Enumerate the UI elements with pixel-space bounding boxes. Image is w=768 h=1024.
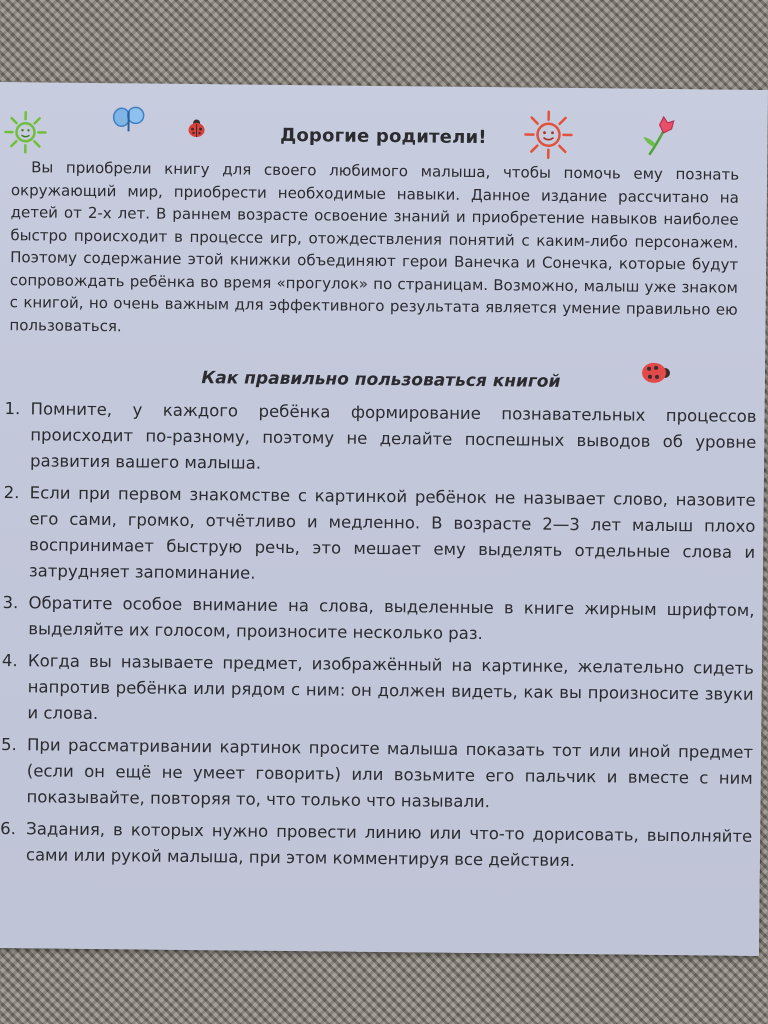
list-item <box>0 732 753 818</box>
list-item <box>4 396 757 482</box>
list-item-number: 1. <box>4 399 21 419</box>
book-page <box>0 82 768 956</box>
list-item-number: 4. <box>1 651 18 671</box>
list-item <box>3 480 756 592</box>
list-item-number: 3. <box>2 593 19 613</box>
list-item-number: 6. <box>0 819 17 839</box>
list-item-text: Задания, в которых нужно провести линию или что-то дорисовать, выполняйте сами или рукой малыша, при этом комментируя все действия. <box>25 819 753 871</box>
page-title: Дорогие родители! <box>280 124 487 149</box>
rules-list <box>0 396 757 882</box>
intro-paragraph: Вы приобрели книгу для своего любимого малыша, чтобы помочь ему познать окружающий мир, приобрести необходимые навыки. Данное издание рассчитано на детей от 2-х лет. В раннем возрасте освоение знаний и приобретение навыков наиболее быстро происходит в процессе игр, отождествления понятий с каким-либо персонажем. Поэтому содержание этой книжки объединяют герои Ванечка и Сонечка, которые будут сопровождать ребёнка во время «прогулок» по страницам. Возможно, малыш уже знаком с книгой, но очень важным для эффективного результата является умение правильно ею пользоваться. <box>9 158 740 335</box>
list-item-number: 5. <box>0 735 17 755</box>
list-item <box>1 648 754 734</box>
list-item <box>2 590 755 650</box>
list-item-text: При рассматривании картинок просите малыша показать тот или иной предмет (если он ещё не умеет говорить) или возьмите его пальчик и вместе с ним показывайте, повторяя то, что только что называли. <box>26 735 754 812</box>
list-item-text: Если при первом знакомстве с картинкой ребёнок не называет слово, назовите его сами, громко, отчётливо и медленно. В возрасте 2—3 лет малыш плохо воспринимает быструю речь, это мешает ему выделять отдельные слова и затрудняет запоминание. <box>28 483 756 583</box>
section-subtitle: Как правильно пользоваться книгой <box>201 368 561 392</box>
list-item-number: 2. <box>3 483 20 503</box>
list-item-text: Помните, у каждого ребёнка формирование познавательных процессов происходит по-разному, поэтому не делайте поспешных выводов об уровне развития вашего малыша. <box>29 399 757 473</box>
list-item-text: Обратите особое внимание на слова, выделенные в книге жирным шрифтом, выделяйте их голосом, произносите несколько раз. <box>28 593 755 644</box>
list-item-text: Когда вы называете предмет, изображённый на картинке, желательно сидеть напротив ребёнка или рядом с ним: он должен видеть, как вы произносите звуки и слова. <box>27 651 755 724</box>
list-item <box>0 816 752 876</box>
